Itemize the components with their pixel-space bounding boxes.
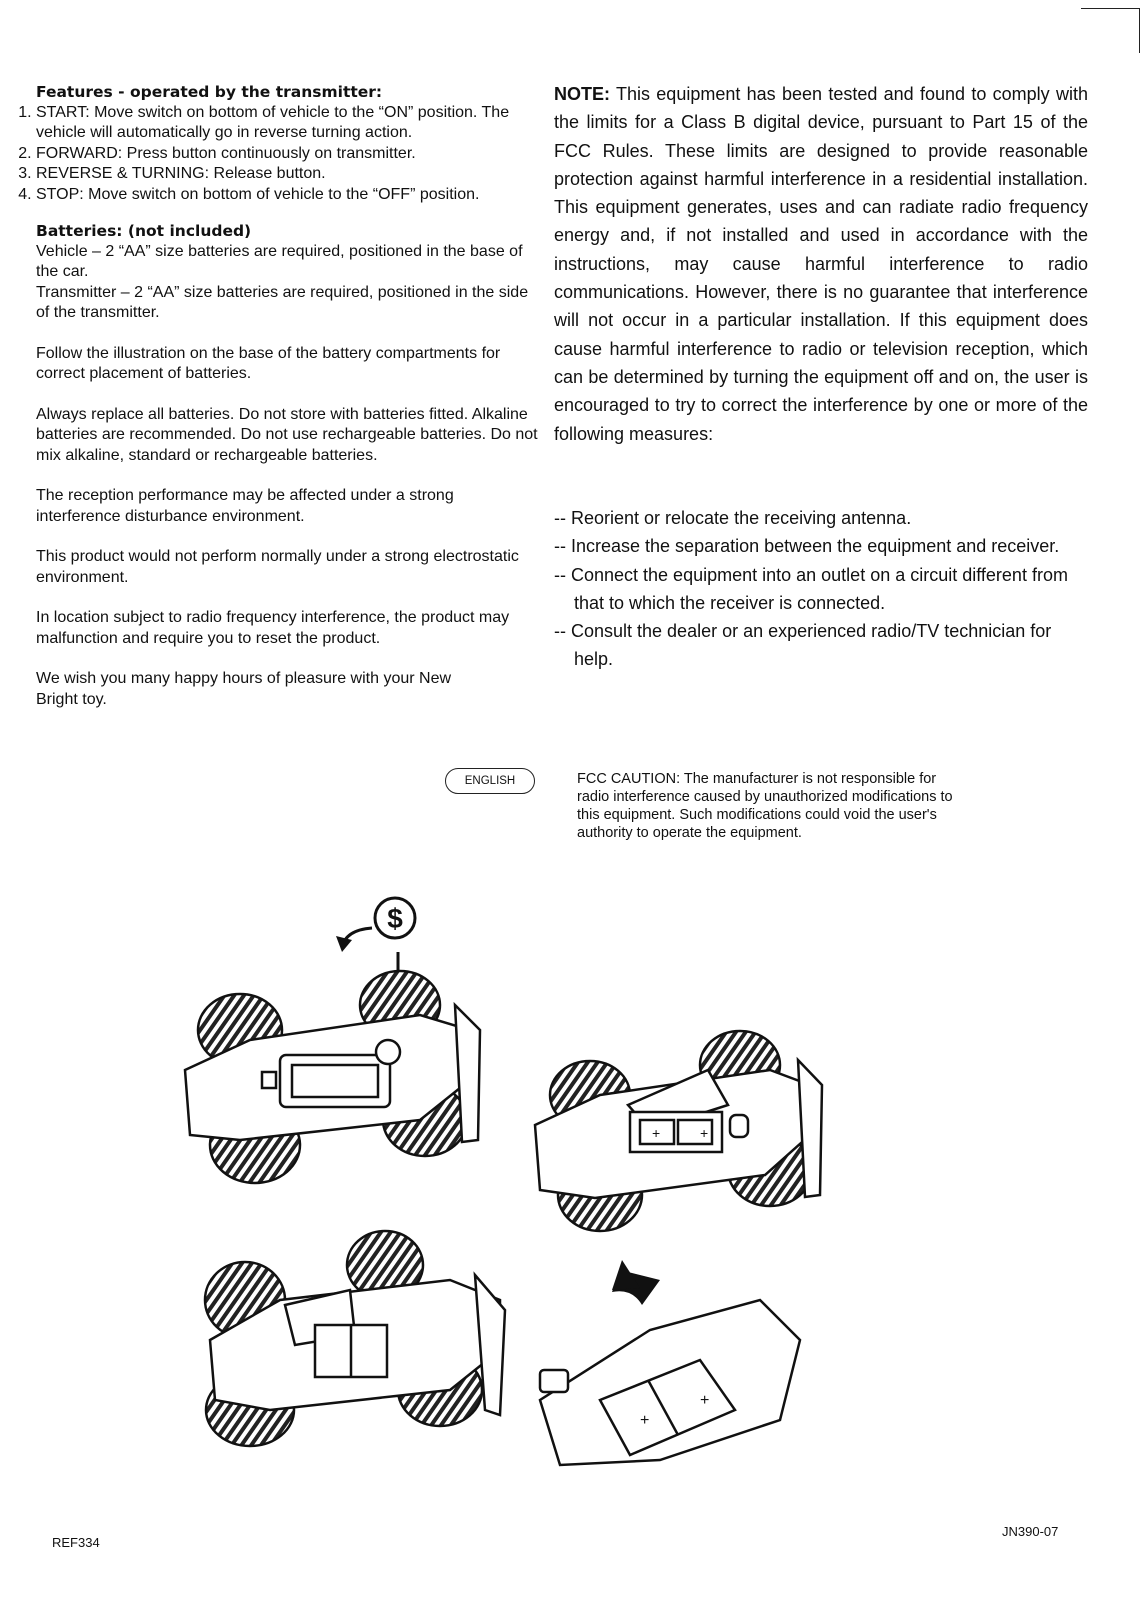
paragraph: Always replace all batteries. Do not store with batteries fitted. Alkaline batteries are recommended. Do not use rechargeable batteries. Do not mix alkaline, standard or rechargeable batteries. [36,405,538,464]
paragraph: In location subject to radio frequency interference, the product may malfunction and require you to reset the product. [36,609,510,647]
svg-text:$: $ [387,903,403,934]
paragraph: This product would not perform normally under a strong electrostatic environment. [36,548,519,586]
svg-text:+: + [652,1125,661,1141]
fcc-caution: FCC CAUTION: The manufacturer is not responsible for radio interference caused by unauthorized modifications to this equipment. Such modifications could void the user's authority to operate the equipment. [577,771,953,841]
measure-item: -- Increase the separation between the equipment and receiver. [554,536,1060,557]
paragraph: The reception performance may be affected under a strong interference disturbance environment. [36,487,454,525]
fcc-note [554,80,1088,448]
batteries-heading: Batteries: (not included) [36,222,252,240]
note-label: NOTE: [554,84,610,104]
svg-text:+: + [640,1412,650,1429]
batteries-transmitter: Transmitter – 2 “AA” size batteries are required, positioned in the side of the transmitter. [36,283,529,321]
paragraph: We wish you many happy hours of pleasure with your New Bright toy. [36,670,452,708]
svg-text:+: + [700,1392,710,1409]
transmitter-illustration [540,1260,800,1465]
paragraph: Follow the illustration on the base of the battery compartments for correct placement of batteries. [36,344,501,382]
feature-item: 1. START: Move switch on bottom of vehicle to the “ON” position. The vehicle will automatically go in reverse turning action. [36,103,538,144]
feature-item: 3. REVERSE & TURNING: Release button. [36,164,538,185]
features-heading: Features - operated by the transmitter: [36,83,383,101]
vehicle-bottom-view-1 [185,971,480,1183]
vehicle-bottom-view-2 [535,1031,822,1231]
svg-text:+: + [700,1125,709,1141]
page-corner-mark [1081,8,1140,53]
note-text: This equipment has been tested and found to comply with the limits for a Class B digital device, pursuant to Part 15 of the FCC Rules. These limits are designed to provide reasonable protection against harmful interference in a residential installation. This equipment generates, uses and can radiate radio frequency energy and, if not installed and used in accordance with the instructions, may cause harmful interference to radio communications. However, there is no guarantee that interference will not occur in a particular installation. If this equipment does cause harmful interference to radio or television reception, which can be determined by turning the equipment off and on, the user is encouraged to try to correct the interference by one or more of the following measures: [554,84,1088,444]
left-column [18,82,538,710]
battery-installation-illustrations [0,880,1140,1520]
batteries-vehicle: Vehicle – 2 “AA” size batteries are required, positioned in the base of the car. [36,242,523,280]
feature-item: 2. FORWARD: Press button continuously on transmitter. [36,144,538,165]
feature-item: 4. STOP: Move switch on bottom of vehicle to the “OFF” position. [36,185,538,206]
measure-item: -- Reorient or relocate the receiving antenna. [554,508,912,528]
ref-code: REF334 [52,1535,100,1550]
measure-item: -- Consult the dealer or an experienced radio/TV technician for help. [554,621,1052,670]
measures-list [554,504,1094,674]
features-list [18,103,538,206]
measure-item: -- Connect the equipment into an outlet on a circuit different from that to which the receiver is connected. [554,564,1068,613]
language-badge: ENGLISH [445,768,535,794]
doc-code: JN390-07 [1002,1524,1059,1539]
vehicle-bottom-view-3 [205,1231,505,1446]
